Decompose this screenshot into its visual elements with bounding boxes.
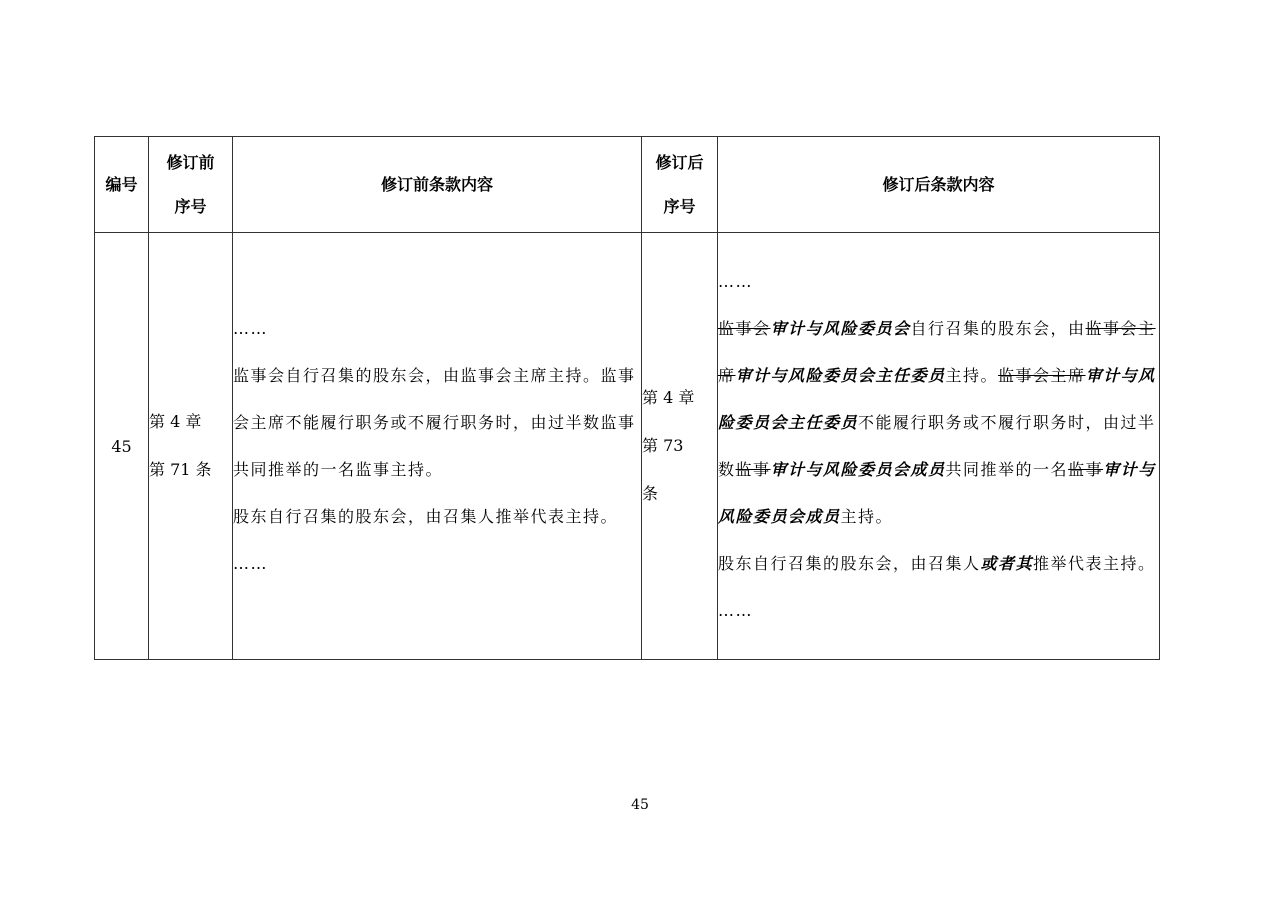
header-prev-no-line2: 序号 <box>174 196 207 216</box>
row-number: 45 <box>95 233 149 660</box>
table-row <box>95 233 1160 660</box>
inserted-text: 审计与风险委员会主任委员 <box>735 366 946 385</box>
unchanged-text: 自行召集的股东会，由 <box>910 319 1086 338</box>
after-paragraph-1 <box>718 305 1159 540</box>
before-content <box>233 233 642 660</box>
after-paragraph-2 <box>718 540 1159 587</box>
header-no: 编号 <box>95 137 149 233</box>
deleted-text: 监事会主席 <box>998 366 1086 385</box>
new-article-line1: 第 73 <box>642 436 684 455</box>
header-new-no <box>642 137 718 233</box>
prev-chapter: 第 4 章 <box>149 412 202 431</box>
deleted-text: 监事会 <box>718 319 771 338</box>
header-prev-no <box>149 137 233 233</box>
before-paragraph-2: 股东自行召集的股东会，由召集人推举代表主持。 <box>233 507 619 526</box>
prev-article-cell <box>149 233 233 660</box>
unchanged-text: 共同推举的一名 <box>945 460 1069 479</box>
header-prev-content: 修订前条款内容 <box>233 137 642 233</box>
new-article-cell <box>642 233 718 660</box>
inserted-text: 审计与风险委员会成员 <box>770 460 946 479</box>
before-paragraph-1: 监事会自行召集的股东会，由监事会主席主持。监事会主席不能履行职务或不履行职务时，由过半数监事共同推举的一名监事主持。 <box>233 366 636 479</box>
new-chapter: 第 4 章 <box>642 388 695 407</box>
unchanged-text: 不能履行职务或不履行职务时，由过半数 <box>718 413 1156 479</box>
deleted-text: 监事会主席 <box>718 319 1156 385</box>
header-row <box>95 137 1160 233</box>
before-ellipsis-bottom: …… <box>233 554 268 573</box>
revision-table <box>94 136 1160 660</box>
before-ellipsis-top: …… <box>233 319 268 338</box>
after-ellipsis-top: …… <box>718 272 753 291</box>
inserted-text: 审计与风险委员会成员 <box>718 460 1156 526</box>
page-number: 45 <box>631 797 649 813</box>
header-prev-no-line1: 修订前 <box>166 152 215 172</box>
inserted-text: 或者其 <box>980 554 1034 573</box>
deleted-text: 监事 <box>735 460 771 479</box>
after-ellipsis-bottom: …… <box>718 601 753 620</box>
header-new-no-line1: 修订后 <box>655 152 704 172</box>
header-new-content: 修订后条款内容 <box>718 137 1160 233</box>
inserted-text: 审计与风险委员会 <box>770 319 911 338</box>
after-content <box>718 233 1160 660</box>
new-article-line2: 条 <box>642 484 659 503</box>
unchanged-text: 股东自行召集的股东会，由召集人 <box>718 554 981 573</box>
deleted-text: 监事 <box>1068 460 1104 479</box>
inserted-text: 审计与风险委员会主任委员 <box>718 366 1156 432</box>
unchanged-text: 推举代表主持。 <box>1033 554 1156 573</box>
header-new-no-line2: 序号 <box>663 196 696 216</box>
prev-article: 第 71 条 <box>149 460 212 479</box>
unchanged-text: 主持。 <box>945 366 999 385</box>
unchanged-text: 主持。 <box>840 507 894 526</box>
